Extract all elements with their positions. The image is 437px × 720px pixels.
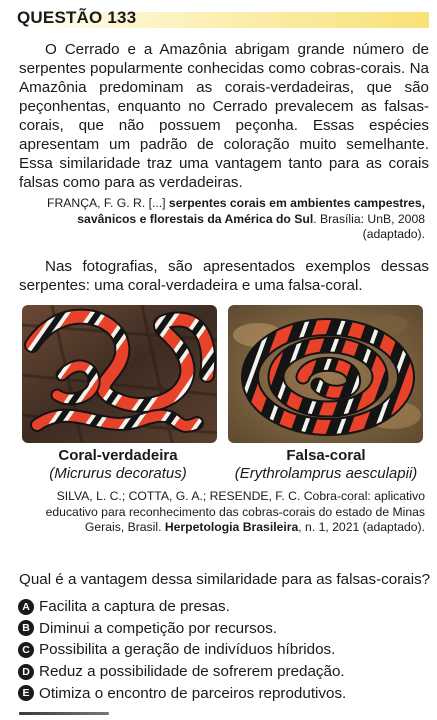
question-header [17,8,429,30]
option-letter-badge: C [18,642,34,658]
caption-falsa-coral [226,447,426,483]
option-b[interactable] [18,618,430,640]
answer-options [18,596,430,704]
option-text: Reduz a possibilidade de sofrerem predação. [39,663,345,681]
passage-paragraph-2: Nas fotografias, são apresentados exemplos dessas serpentes: uma coral-verdadeira e uma falsa-coral. [19,258,429,294]
passage-paragraph-1: O Cerrado e a Amazônia abrigam grande número de serpentes popularmente conhecidas como cobras-corais. Na Amazônia predominam as corais-verdadeiras, que são peçonhentas, enquanto no Cerrado prevalecem as falsas-corais, que não possuem peçonha. Essas espécies apresentam um padrão de coloração muito semelhante. Essa similaridade traz uma vantagem tanto para as corais falsas como para as verdadeiras. [19,41,429,191]
caption-species-name: (Erythrolamprus aesculapii) [234,465,418,482]
caption-common-name: Coral-verdadeira [58,447,178,464]
caption-common-name: Falsa-coral [286,447,366,464]
option-text: Otimiza o encontro de parceiros reprodutivos. [39,684,347,702]
next-question-header-cut [19,712,139,720]
citation-journal: Herpetologia Brasileira [164,520,299,534]
option-letter-badge: E [18,685,34,701]
caption-species-name: (Micrurus decoratus) [49,465,187,482]
citation-issue: , n. 1, 2021 (adaptado). [298,520,425,534]
option-e[interactable] [18,682,430,704]
option-text: Diminui a competição por recursos. [39,619,278,637]
question-prompt: Qual é a vantagem dessa similaridade para as falsas-corais? [19,571,431,588]
option-text: Facilita a captura de presas. [39,598,230,616]
citation-authors: FRANÇA, F. G. R. [...] [47,196,169,210]
option-a[interactable] [18,596,430,618]
photo-falsa-coral [228,305,423,443]
option-d[interactable] [18,661,430,683]
photo-coral-verdadeira [22,305,217,443]
option-text: Possibilita a geração de indivíduos híbridos. [39,641,336,659]
citation-work-title: serpentes corais em ambientes campestres, savânicos e florestais da América do Sul [77,196,425,226]
option-c[interactable] [18,639,430,661]
figure-citation [20,489,425,536]
passage-citation [25,196,425,243]
option-letter-badge: A [18,599,34,615]
option-letter-badge: D [18,664,34,680]
question-title: QUESTÃO 133 [17,8,137,27]
citation-publisher: . Brasília: UnB, 2008 (adaptado). [313,211,425,241]
option-letter-badge: B [18,620,34,636]
citation-text: SILVA, L. C.; COTTA, G. A.; RESENDE, F. C. Cobra-coral: aplicativo educativo para reconhecimento das cobras-corais do estado de Minas Gerais, Brasil. [45,489,425,534]
caption-coral-verdadeira [18,447,218,483]
